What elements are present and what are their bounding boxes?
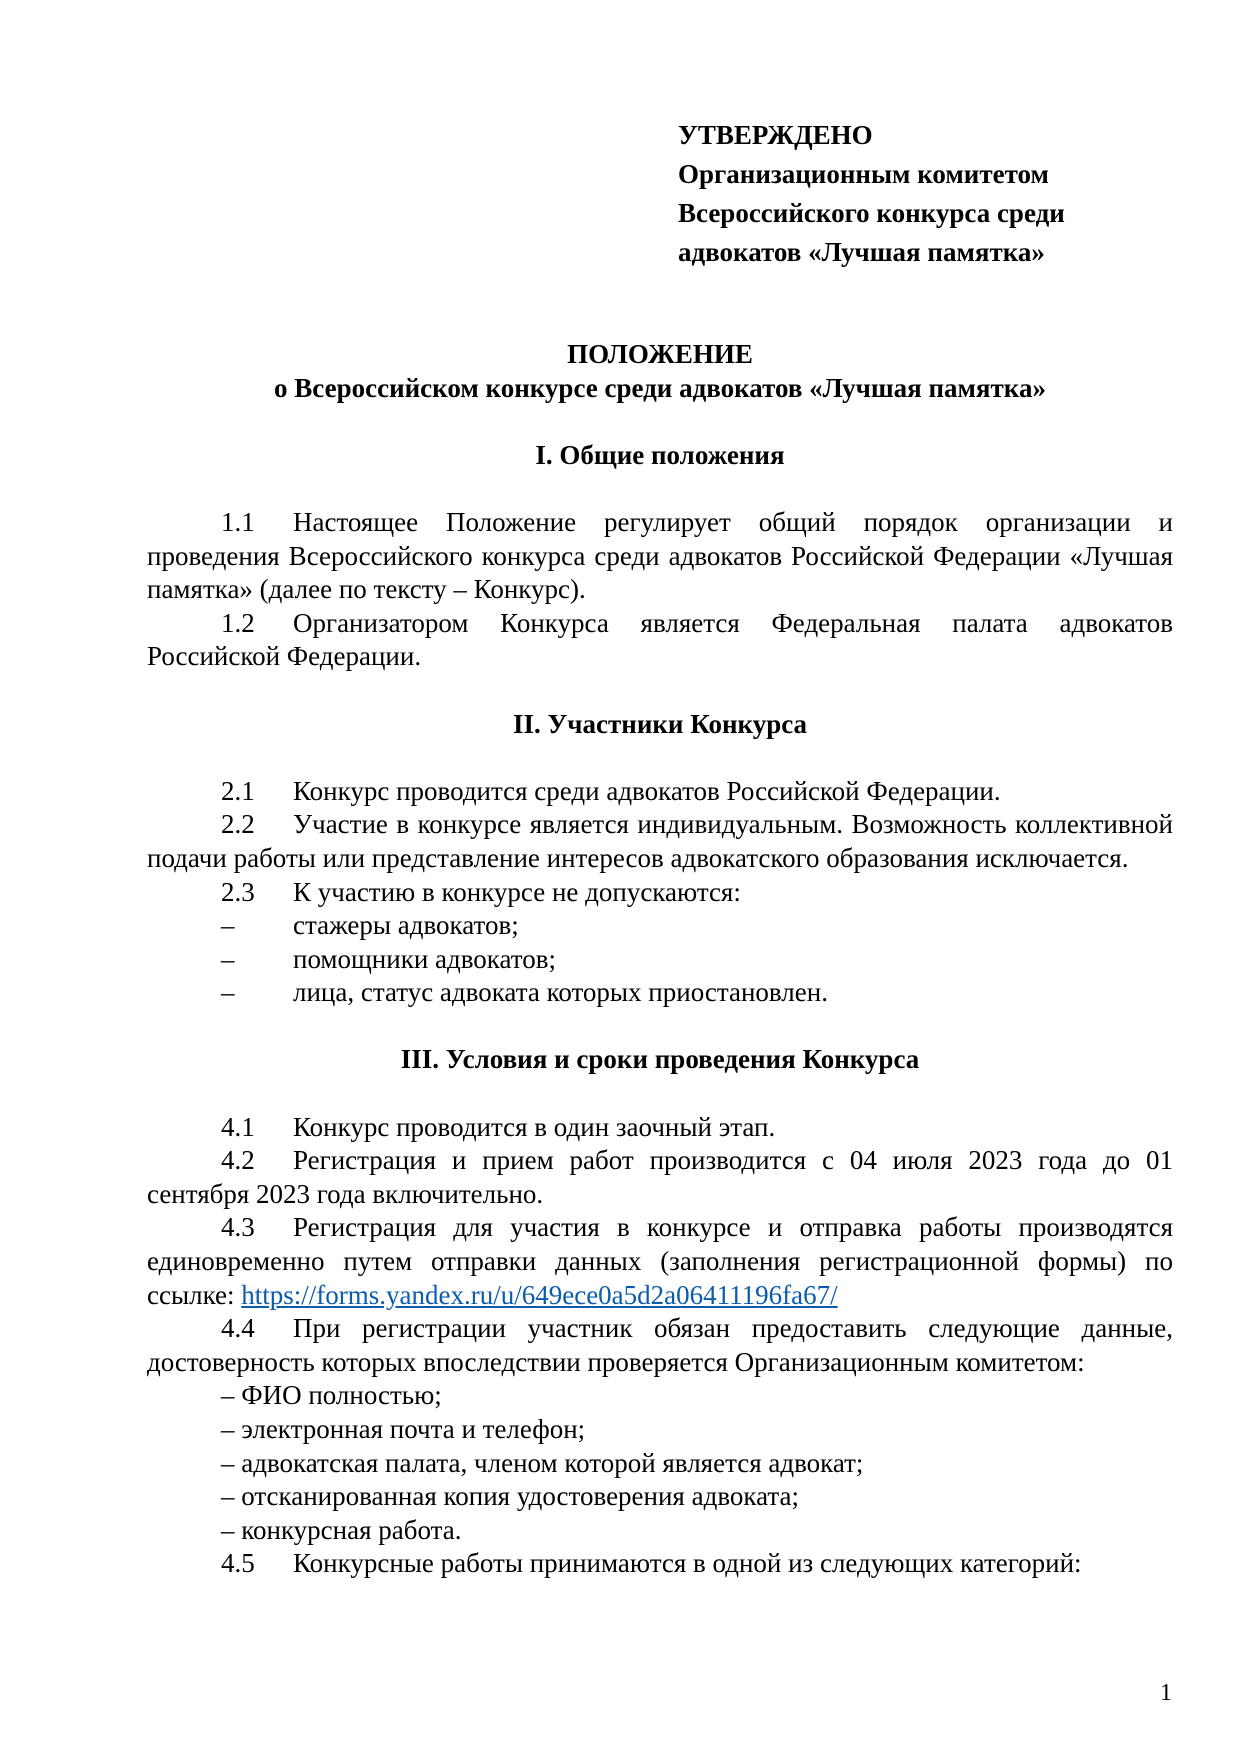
clause-number: 4.1 xyxy=(221,1111,255,1142)
document-subtitle: о Всероссийском конкурсе среди адвокатов «Лучшая памятка» xyxy=(274,372,1046,403)
clause-text: Конкурс проводится в один заочный этап. xyxy=(293,1111,776,1142)
document-title: ПОЛОЖЕНИЕ xyxy=(567,339,753,369)
clause-4-4 xyxy=(147,1312,1173,1379)
clause-text: При регистрации участник обязан предоставить следующие данные, достоверность которых впоследствии проверяется Организационным комитетом: xyxy=(147,1313,1173,1377)
list-item xyxy=(147,943,1173,977)
clause-number: 1.2 xyxy=(221,607,255,638)
clause-1-1 xyxy=(147,506,1173,607)
list-item-text: лица, статус адвоката которых приостановлен. xyxy=(293,977,828,1008)
clause-number: 4.4 xyxy=(221,1313,255,1344)
clause-text: Конкурс проводится среди адвокатов Российской Федерации. xyxy=(293,775,1001,806)
section-heading: I. Общие положения xyxy=(535,439,785,470)
list-item-text: помощники адвокатов; xyxy=(293,943,556,974)
clause-text: Организатором Конкурса является Федеральная палата адвокатов Российской Федерации. xyxy=(147,607,1173,672)
clause-number: 4.3 xyxy=(221,1212,255,1243)
list-item: – ФИО полностью; xyxy=(221,1380,442,1411)
clause-2-2 xyxy=(147,808,1173,875)
list-item xyxy=(147,976,1173,1010)
approval-line: Организационным комитетом xyxy=(678,159,1049,189)
approval-line: Всероссийского конкурса среди xyxy=(678,198,1065,228)
dash-bullet: – xyxy=(221,943,235,974)
clause-2-3 xyxy=(147,876,1173,910)
dash-bullet: – xyxy=(221,910,235,941)
clause-text: Регистрация для участия в конкурсе и отправка работы производятся единовременно путем отправки данных (заполнения регистрационной формы) по ссылке: xyxy=(147,1212,1173,1310)
clause-number: 2.2 xyxy=(221,809,255,840)
section-heading: III. Условия и сроки проведения Конкурса xyxy=(400,1044,920,1075)
page-number: 1 xyxy=(1160,1680,1172,1706)
clause-4-1 xyxy=(147,1111,1173,1145)
list-item-text: стажеры адвокатов; xyxy=(293,910,519,941)
list-item: – электронная почта и телефон; xyxy=(221,1414,586,1444)
clause-number: 4.5 xyxy=(221,1548,255,1579)
clause-number: 1.1 xyxy=(221,506,255,537)
clause-text: Настоящее Положение регулирует общий порядок организации и проведения Всероссийского конкурса среди адвокатов Российской Федерации «Лучшая памятка» (далее по тексту – Конкурс). xyxy=(147,506,1173,605)
clause-4-5 xyxy=(147,1547,1173,1581)
clause-number: 2.3 xyxy=(221,876,255,907)
clause-text: Участие в конкурсе является индивидуальным. Возможность коллективной подачи работы или представление интересов адвокатского образования исключается. xyxy=(147,809,1173,873)
section-heading: II. Участники Конкурса xyxy=(512,708,808,739)
clause-2-1 xyxy=(147,775,1173,809)
clause-4-2 xyxy=(147,1144,1173,1211)
clause-1-2 xyxy=(147,607,1173,674)
list-item: – адвокатская палата, членом которой является адвокат; xyxy=(221,1447,864,1478)
clause-text: К участию в конкурсе не допускаются: xyxy=(293,876,741,907)
clause-text: Конкурсные работы принимаются в одной из следующих категорий: xyxy=(293,1548,1082,1579)
clause-4-3 xyxy=(147,1211,1173,1312)
clause-number: 4.2 xyxy=(221,1145,255,1176)
list-item: – конкурсная работа. xyxy=(221,1514,462,1545)
list-item: – отсканированная копия удостоверения адвоката; xyxy=(221,1481,799,1512)
registration-form-link[interactable]: https://forms.yandex.ru/u/649ece0a5d2a06411196fa67/ xyxy=(241,1279,838,1310)
list-item xyxy=(147,909,1173,943)
document-body xyxy=(147,338,1173,1581)
approval-line: адвокатов «Лучшая памятка» xyxy=(678,237,1045,267)
approval-block xyxy=(678,116,1065,272)
clause-number: 2.1 xyxy=(221,775,255,806)
dash-bullet: – xyxy=(221,977,235,1008)
approval-line: УТВЕРЖДЕНО xyxy=(678,120,873,150)
clause-text: Регистрация и прием работ производится с 04 июля 2023 года до 01 сентября 2023 года включительно. xyxy=(147,1145,1173,1209)
